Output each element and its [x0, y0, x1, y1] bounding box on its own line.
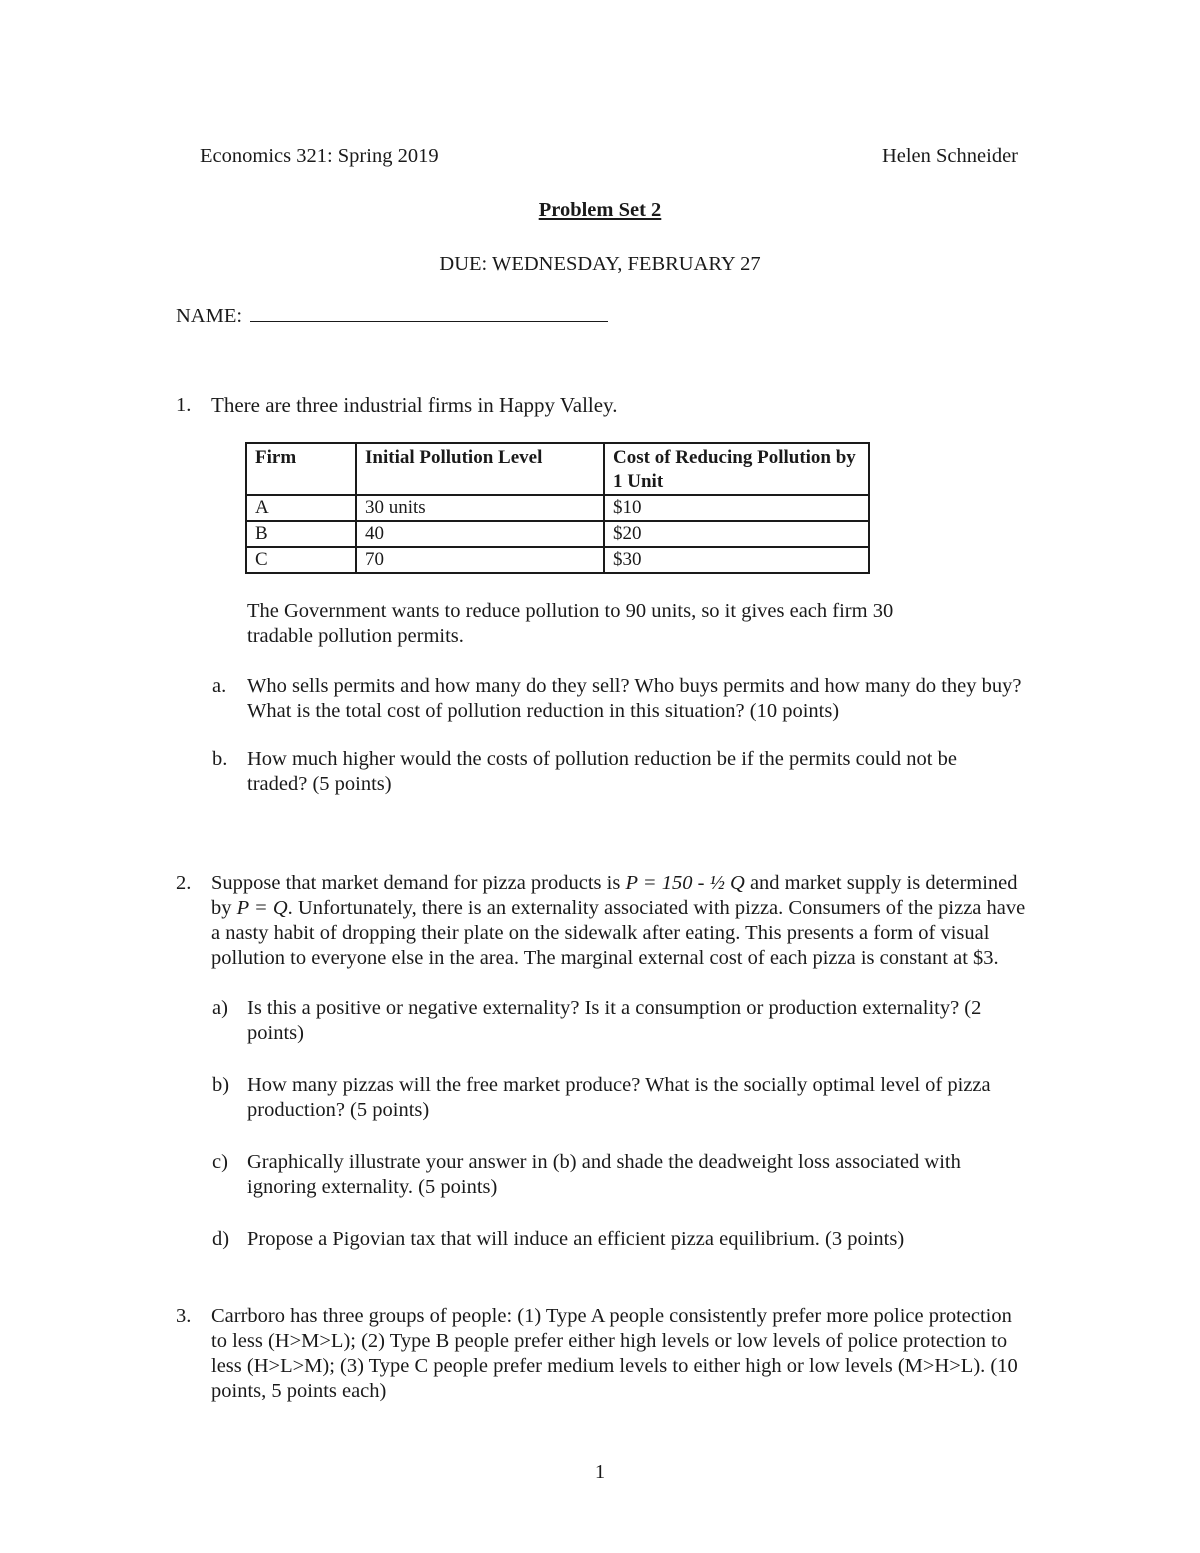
question-2d-label: d) [212, 1228, 230, 1250]
table-header-cell: Initial Pollution Level [356, 443, 604, 495]
table-row [246, 547, 869, 573]
table-cell: A [246, 495, 356, 521]
question-1b-text: How much higher would the costs of pollution reduction be if the permits could not be traded? (5 points) [247, 748, 957, 795]
question-2c-label: c) [212, 1151, 228, 1173]
question-2-text-part: Suppose that market demand for pizza products is [211, 872, 626, 894]
question-1b-label: b. [212, 748, 228, 770]
table-cell: B [246, 521, 356, 547]
question-2a-text: Is this a positive or negative externality? Is it a consumption or production externality? (2 points) [247, 997, 982, 1044]
table-row [246, 495, 869, 521]
pollution-table [245, 442, 870, 574]
question-1-number: 1. [176, 394, 192, 416]
table-header-row [246, 443, 869, 495]
question-2b-text: How many pizzas will the free market produce? What is the socially optimal level of pizza production? (5 points) [247, 1074, 991, 1121]
question-2-text-part: and market supply is determined by [211, 872, 1018, 919]
table-cell: 30 units [356, 495, 604, 521]
course-header: Economics 321: Spring 2019 [200, 145, 439, 167]
table-cell: $30 [604, 547, 869, 573]
question-1-intro: There are three industrial firms in Happy Valley. [211, 393, 618, 417]
table-cell: $10 [604, 495, 869, 521]
name-field[interactable] [176, 301, 608, 329]
table-row [246, 521, 869, 547]
question-1a-text: Who sells permits and how many do they sell? Who buys permits and how many do they buy? What is the total cost of pollution reduction in this situation? (10 points) [247, 675, 1022, 722]
question-1a-label: a. [212, 675, 227, 697]
question-3-number: 3. [176, 1305, 192, 1327]
table-header-cell: Firm [246, 443, 356, 495]
question-1-context: The Government wants to reduce pollution to 90 units, so it gives each firm 30 tradable pollution permits. [247, 600, 894, 647]
page-title: Problem Set 2 [538, 199, 662, 221]
question-2-text-part: . Unfortunately, there is an externality associated with pizza. Consumers of the pizza have a nasty habit of dropping their plate on the sidewalk after eating. This presents a form of visual pollution to everyone else in the area. The marginal external cost of each pizza is constant at $3. [211, 897, 1026, 969]
name-blank-line[interactable] [250, 301, 608, 322]
question-2c-text: Graphically illustrate your answer in (b) and shade the deadweight loss associated with ignoring externality. (5 points) [247, 1151, 961, 1198]
question-2-text [211, 871, 1031, 971]
supply-equation: P = Q [236, 897, 288, 919]
question-3-text: Carrboro has three groups of people: (1) Type A people consistently prefer more police protection to less (H>M>L); (2) Type B people prefer either high levels or low levels of police protection to less (H>L>M); (3) Type C people prefer medium levels to either high or low levels (M>H>L). (10 points, 5 points each) [211, 1305, 1018, 1402]
due-date: DUE: WEDNESDAY, FEBRUARY 27 [439, 253, 761, 275]
table-cell: C [246, 547, 356, 573]
table-cell: 70 [356, 547, 604, 573]
table-header-cell: Cost of Reducing Pollution by 1 Unit [604, 443, 869, 495]
question-2d-text: Propose a Pigovian tax that will induce an efficient pizza equilibrium. (3 points) [247, 1228, 905, 1250]
question-2a-label: a) [212, 997, 228, 1019]
table-cell: 40 [356, 521, 604, 547]
instructor-name: Helen Schneider [881, 145, 1018, 167]
table-cell: $20 [604, 521, 869, 547]
question-2b-label: b) [212, 1074, 230, 1096]
question-2-number: 2. [176, 872, 192, 894]
name-label: NAME: [176, 305, 243, 327]
page-number: 1 [594, 1461, 606, 1483]
demand-equation: P = 150 - ½ Q [625, 872, 745, 894]
